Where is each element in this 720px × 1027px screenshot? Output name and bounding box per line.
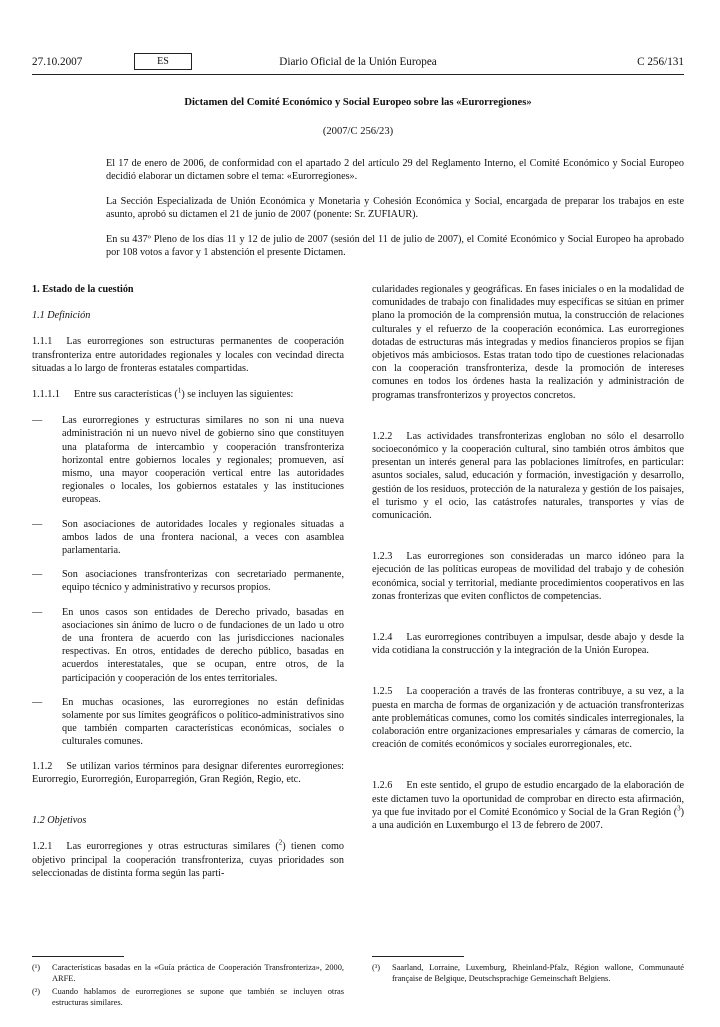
list-item-text: En muchas ocasiones, las eurorregiones no están definidas solamente por sus límites geográficos o político-administrativos sino que también comparten características económicas, sociales o culturales comunes. [62, 696, 344, 748]
list-item-text: Las eurorregiones y estructuras similares no son ni una nueva administración ni un nuevo nivel de gobierno sino que constituyen una plataforma de intercambio y cooperación transfronteriza horizontal entre gobiernos locales y regionales; promueven, así mismo, una mayor cooperación vertical entre las autoridades regionales o locales, los gobiernos estatales y las instituciones europeas. [62, 415, 344, 506]
footnote-ref[interactable]: 3 [677, 804, 681, 813]
right-column [372, 283, 684, 845]
footnote-text: Características basadas en la «Guía práctica de Cooperación Transfronteriza», 2000, ARFE. [52, 963, 344, 983]
publication-date: 27.10.2007 [32, 56, 83, 68]
paragraph-text: ) a una audición en Luxemburgo el 13 de febrero de 2007. [372, 806, 684, 832]
paragraph-text: Las eurorregiones son estructuras permanentes de cooperación transfronteriza entre autoridades regionales y locales con vecindad directa situadas a lo largo de fronteras estatales compartidas. [32, 336, 344, 374]
paragraph-text: Entre sus características ( [74, 389, 178, 401]
list-item [32, 518, 344, 558]
footnote-mark: (¹) [32, 963, 41, 972]
paragraph-1-1-2 [32, 760, 344, 786]
journal-name: Diario Oficial de la Unión Europea [279, 56, 437, 68]
left-column [32, 283, 344, 893]
footnote-ref[interactable]: 1 [177, 386, 182, 395]
list-item [32, 696, 344, 749]
subsection-heading: 1.2 Objetivos [32, 815, 87, 827]
header-rule [32, 74, 684, 75]
footnotes-left [32, 962, 344, 1010]
document-title: Dictamen del Comité Económico y Social Europeo sobre las «Eurorregiones» [184, 97, 532, 108]
paragraph-1-2-5 [372, 685, 684, 751]
document-reference: (2007/C 256/23) [322, 126, 394, 137]
list-item [32, 568, 344, 594]
list-item [32, 606, 344, 685]
paragraph-1-1-1 [32, 335, 344, 375]
footnote-mark: (²) [32, 987, 41, 996]
list-item-text: En unos casos son entidades de Derecho privado, basadas en asociaciones sin ánimo de lucro o de fundaciones de un lado u otro de una frontera de acuerdo con las jurisdicciones nacionales respectivas. En otros, entidades de derecho público, basadas en acuerdos interestatales, que se ocupan, entre otros, de la participación y cooperación de los entes territoriales. [62, 606, 344, 684]
dash-marker: — [32, 696, 43, 708]
paragraph-1-2-1-continued: cularidades regionales y geográficas. En fases iniciales o en la modalidad de comunidades de trabajo con finalidades muy específicas se sitúan en primer plano la promoción de la comprensión mutua, la construcción de relaciones culturales y el refuerzo de la cooperación económica. Las eurorregiones dotadas de estructuras más integradas y medios financieros propios se fijan objetivos más ambiciosos. Estas tratan todo tipo de cuestiones relacionadas con la cooperación transfronteriza, desde la promoción de intereses comunes en todos los órdenes hasta la realización y administración de programas transfronterizos y proyectos concretos. [372, 284, 684, 401]
subsection-heading: 1.1 Definición [32, 310, 91, 322]
footnote-rule [32, 956, 124, 957]
paragraph-text: Las actividades transfronterizas engloban no sólo el desarrollo socioeconómico y la cooperación cultural, sino también otros ámbitos que presentan un interés general para las poblaciones limítrofes, en particular: asuntos sociales, salud, educación y formación, investigación y desarrollo, gestión de los residuos, protección de la naturaleza y gestión de los paisajes, el turismo y el ocio, las catástrofes naturales, transportes y vías de comunicación. [372, 430, 684, 522]
page-header [32, 53, 684, 75]
paragraph-1-2-4 [372, 631, 684, 657]
paragraph-1-2-2 [372, 430, 684, 522]
page-reference: C 256/131 [637, 56, 684, 68]
intro-paragraph: La Sección Especializada de Unión Económica y Monetaria y Cohesión Económica y Social, encargada de preparar los trabajos en este asunto, aprobó su dictamen el 21 de junio de 2007 (ponente: Sr. ZUFIAUR). [106, 195, 684, 221]
paragraph-text: Las eurorregiones son consideradas un marco idóneo para la ejecución de las políticas europeas de movilidad del trabajo y de cohesión económica, social y territorial, mediante procedimientos cooperativos en las zonas fronterizas que eviten conflictos de competencias. [372, 551, 684, 602]
list-item [32, 414, 344, 506]
paragraph-text: ) tienen como objetivo principal la cooperación transfronteriza, cuyas prioridades son seleccionadas de distinta forma según las parti- [32, 841, 344, 879]
list-item-text: Son asociaciones transfronterizas con secretariado permanente, equipo técnico y administrativo y recursos propios. [62, 569, 344, 594]
paragraph-1-2-1 [32, 840, 344, 880]
paragraph-number: 1.1.1.1 [32, 389, 61, 401]
footnote-rule [372, 956, 464, 957]
footnote-text: Saarland, Lorraine, Luxemburg, Rheinland-Pfalz, Région wallone, Communauté française de Belgique, Deutschsprachige Gemeinschaft Belgiens. [392, 963, 684, 983]
paragraph-number: 1.2.5 [372, 686, 393, 698]
footnote [32, 986, 344, 1008]
paragraph-text: En este sentido, el grupo de estudio encargado de la elaboración de este dictamen tuvo la oportunidad de comprobar en directo esta afirmación, ya que fue invitado por el Comité Económico y Social de la Gran Región ( [372, 780, 684, 818]
paragraph-number: 1.2.3 [372, 551, 393, 563]
paragraph-number: 1.1.2 [32, 760, 53, 772]
paragraph-text: Las eurorregiones y otras estructuras similares ( [66, 841, 279, 853]
paragraph-number: 1.2.1 [32, 841, 53, 853]
footnotes-right [372, 962, 684, 986]
paragraph-number: 1.2.6 [372, 780, 393, 792]
paragraph-text: Las eurorregiones contribuyen a impulsar, desde abajo y desde la vida cotidiana la construcción y la integración de la Unión Europea. [372, 632, 684, 657]
paragraph-1-1-1-1 [32, 388, 344, 401]
dash-marker: — [32, 606, 43, 618]
intro-block [106, 157, 684, 270]
paragraph-text: ) se incluyen las siguientes: [181, 389, 294, 401]
paragraph-number: 1.1.1 [32, 336, 53, 348]
paragraph-1-2-3 [372, 550, 684, 603]
footnote-mark: (³) [372, 963, 381, 972]
language-box: ES [134, 53, 192, 70]
list-item-text: Son asociaciones de autoridades locales y regionales situadas a ambos lados de una frontera nacional, a veces con asamblea parlamentaria. [62, 518, 344, 557]
paragraph-1-2-6 [372, 779, 684, 832]
intro-paragraph: El 17 de enero de 2006, de conformidad con el apartado 2 del artículo 29 del Reglamento Interno, el Comité Económico y Social Europeo decidió elaborar un dictamen sobre el tema: «Eurorregiones». [106, 158, 684, 183]
footnote [372, 962, 684, 984]
footnote-ref[interactable]: 2 [278, 838, 283, 847]
dash-marker: — [32, 415, 43, 427]
dash-marker: — [32, 518, 43, 530]
intro-paragraph: En su 437º Pleno de los días 11 y 12 de julio de 2007 (sesión del 11 de julio de 2007), el Comité Económico y Social Europeo ha aprobado por 108 votos a favor y 1 abstención el presente Dictamen. [106, 233, 684, 259]
paragraph-text: Se utilizan varios términos para designar diferentes eurorregiones: Eurorregio, Eurorregión, Europarregión, Gran Región, Regio, etc. [32, 760, 344, 785]
paragraph-number: 1.2.2 [372, 430, 393, 442]
paragraph-number: 1.2.4 [372, 632, 393, 644]
paragraph-text: La cooperación a través de las fronteras contribuye, a su vez, a la puesta en marcha de formas de organización y de actuación transfronterizas ante problemáticas comunes, como los comités sindicales interregionales, la colaboración entre organizaciones empresariales y cámaras de comercio, la creación de comités económicos y sociales eurorregionales, etc. [372, 686, 684, 751]
section-heading: 1. Estado de la cuestión [32, 284, 134, 295]
footnote [32, 962, 344, 984]
dash-marker: — [32, 569, 43, 581]
footnote-text: Cuando hablamos de eurorregiones se supone que también se incluyen otras estructuras similares. [52, 987, 344, 1007]
